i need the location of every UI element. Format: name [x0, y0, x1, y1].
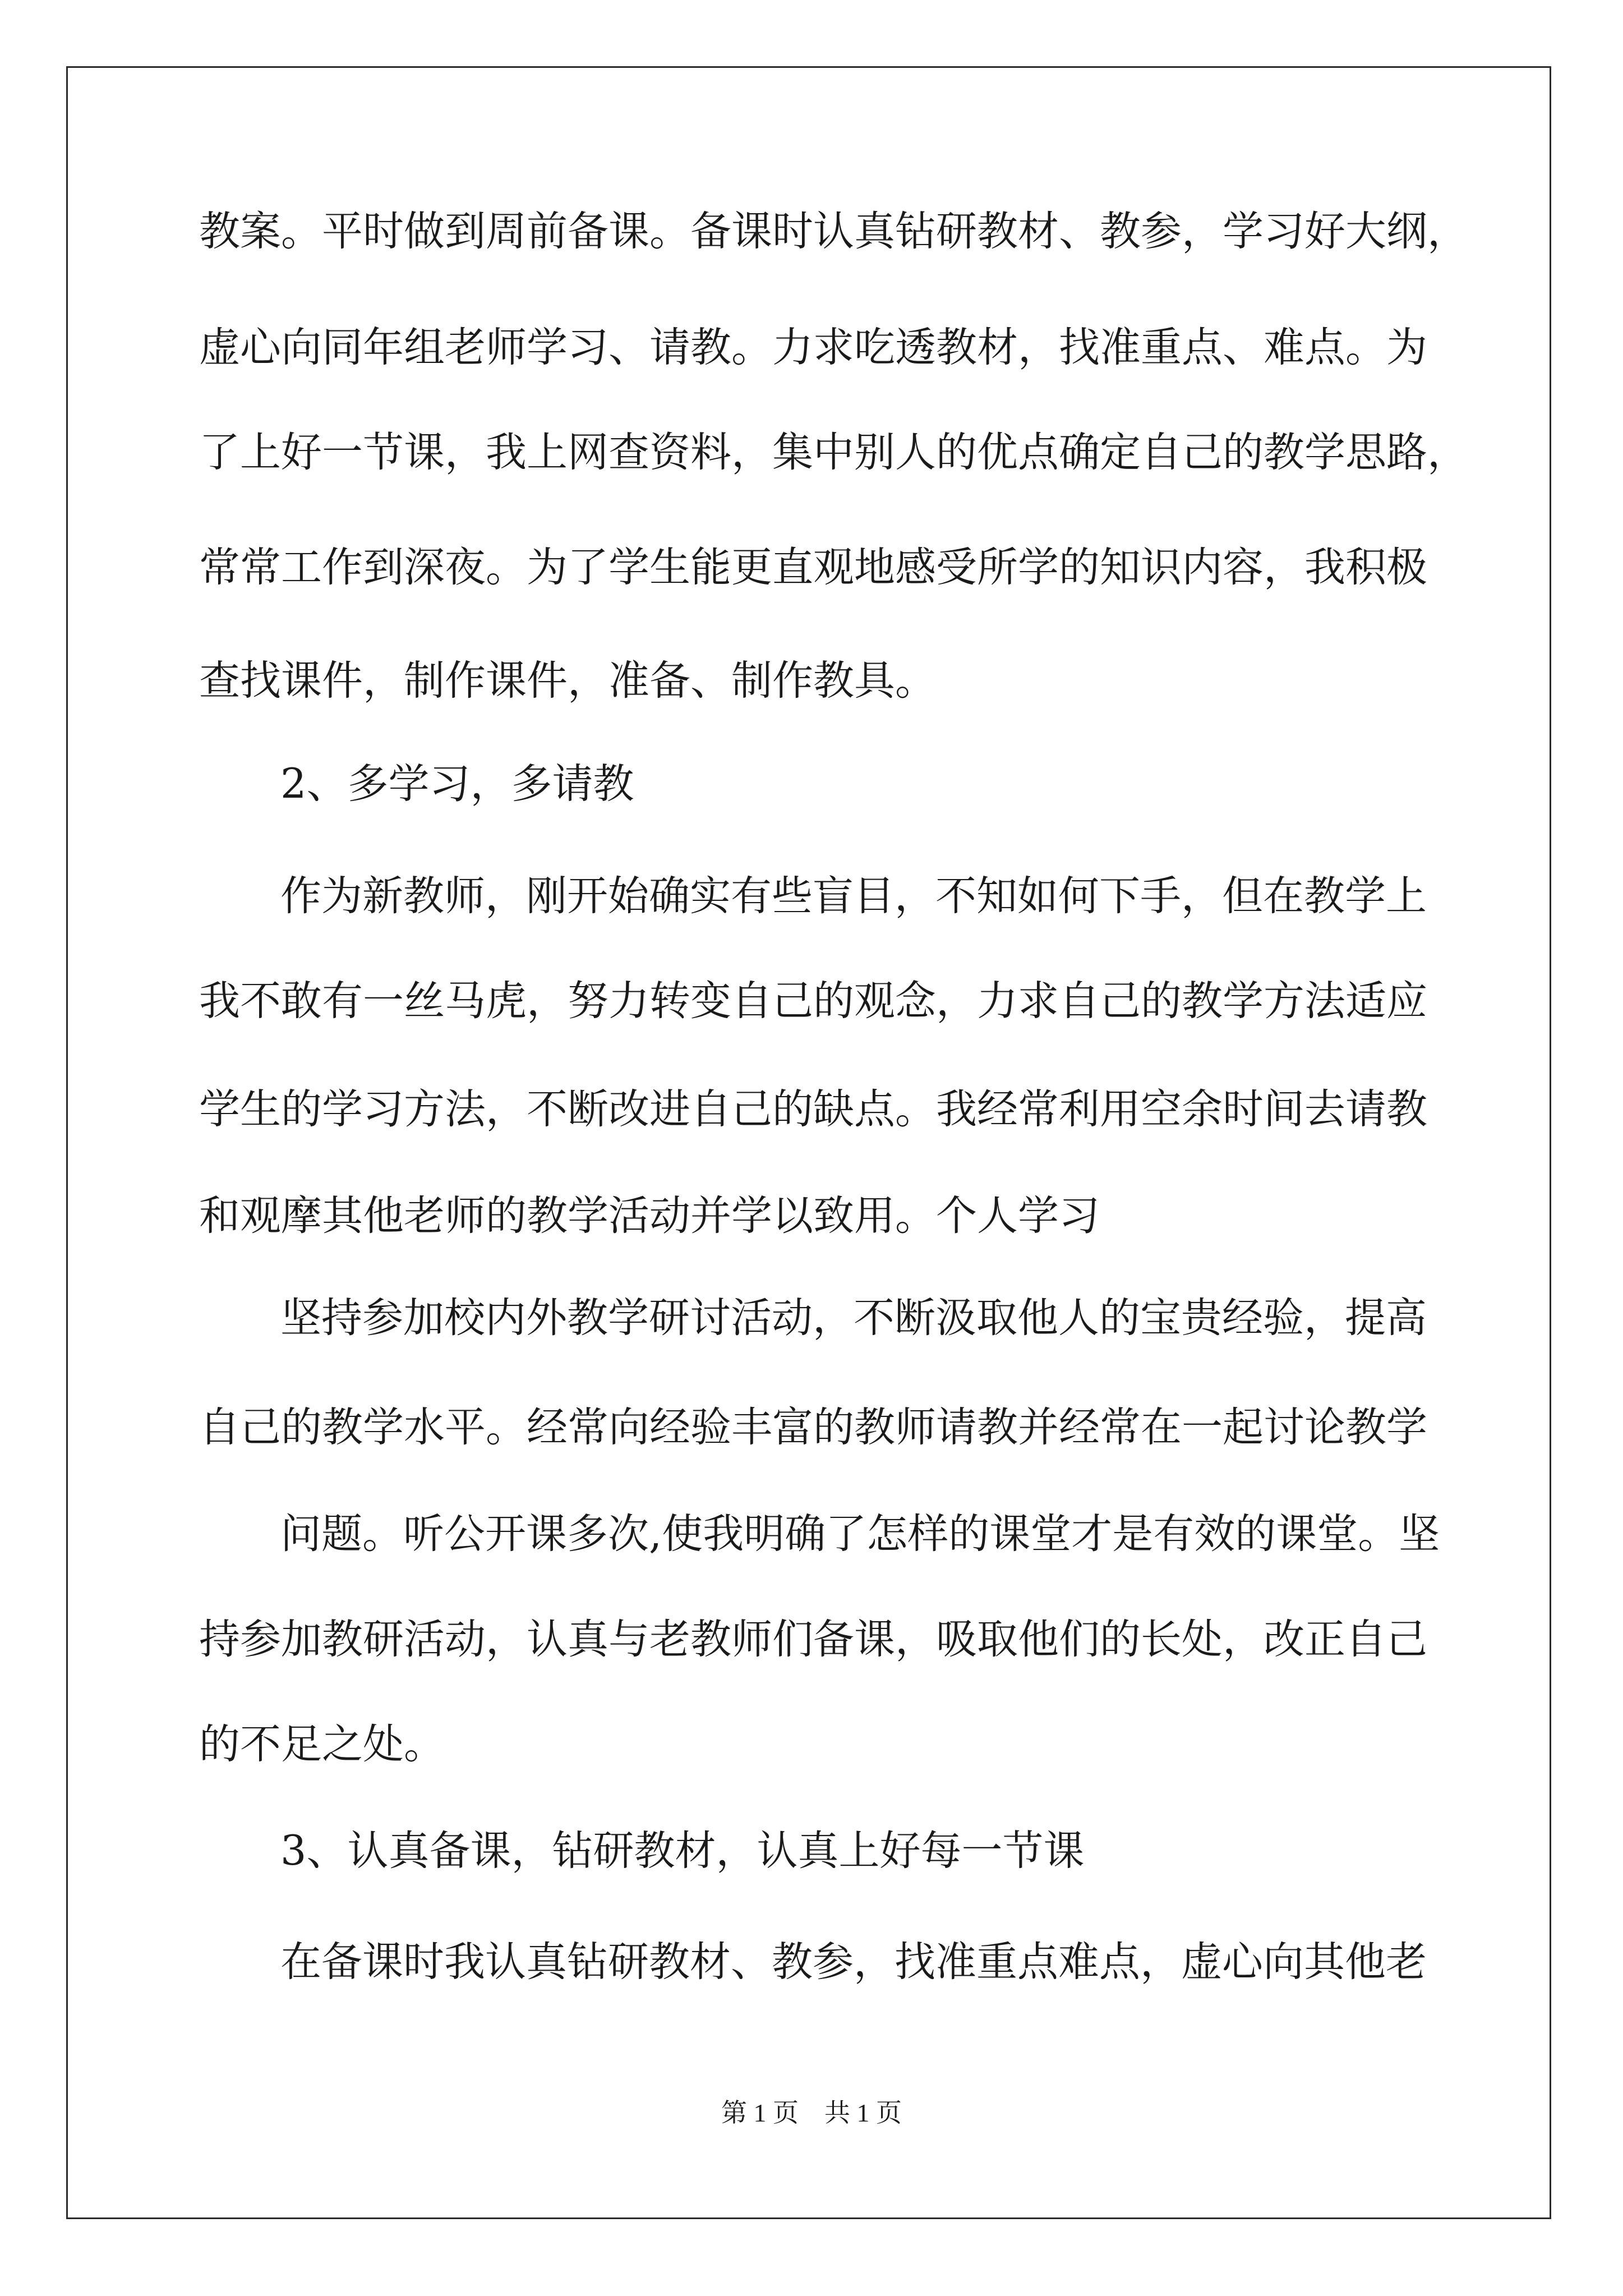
- body-line-13: 问题。听公开课多次,使我明确了怎样的课堂才是有效的课堂。坚: [280, 1510, 1440, 1558]
- body-line-3: 了上好一节课，我上网查资料，集中别人的优点确定自己的教学思路，: [199, 429, 1468, 476]
- body-line-9: 学生的学习方法，不断改进自己的缺点。我经常利用空余时间去请教: [199, 1085, 1427, 1133]
- body-line-2: 虚心向同年组老师学习、请教。力求吃透教材，找准重点、难点。为: [199, 324, 1427, 371]
- body-line-8: 我不敢有一丝马虎，努力转变自己的观念，力求自己的教学方法适应: [199, 977, 1427, 1025]
- section-heading-3: 3、认真备课，钻研教材，认真上好每一节课: [280, 1827, 1085, 1875]
- body-line-17: 在备课时我认真钻研教材、教参，找准重点难点，虚心向其他老: [280, 1938, 1427, 1986]
- body-line-5: 查找课件，制作课件，准备、制作教具。: [199, 657, 936, 705]
- page-border: [66, 66, 1551, 2219]
- body-line-11: 坚持参加校内外教学研讨活动，不断汲取他人的宝贵经验，提高: [280, 1294, 1427, 1342]
- section-heading-2: 2、多学习，多请教: [280, 760, 634, 808]
- body-line-7: 作为新教师，刚开始确实有些盲目，不知如何下手，但在教学上: [280, 872, 1427, 920]
- body-line-4: 常常工作到深夜。为了学生能更直观地感受所学的知识内容，我积极: [199, 544, 1427, 591]
- body-line-10: 和观摩其他老师的教学活动并学以致用。个人学习: [199, 1192, 1100, 1240]
- body-line-14: 持参加教研活动，认真与老教师们备课，吸取他们的长处，改正自己: [199, 1616, 1427, 1663]
- body-line-15: 的不足之处。: [199, 1720, 445, 1768]
- body-line-1: 教案。平时做到周前备课。备课时认真钻研教材、教参，学习好大纲，: [199, 208, 1468, 255]
- body-line-12: 自己的教学水平。经常向经验丰富的教师请教并经常在一起讨论教学: [199, 1404, 1427, 1451]
- page-number-footer: 第 1 页 共 1 页: [721, 2099, 902, 2127]
